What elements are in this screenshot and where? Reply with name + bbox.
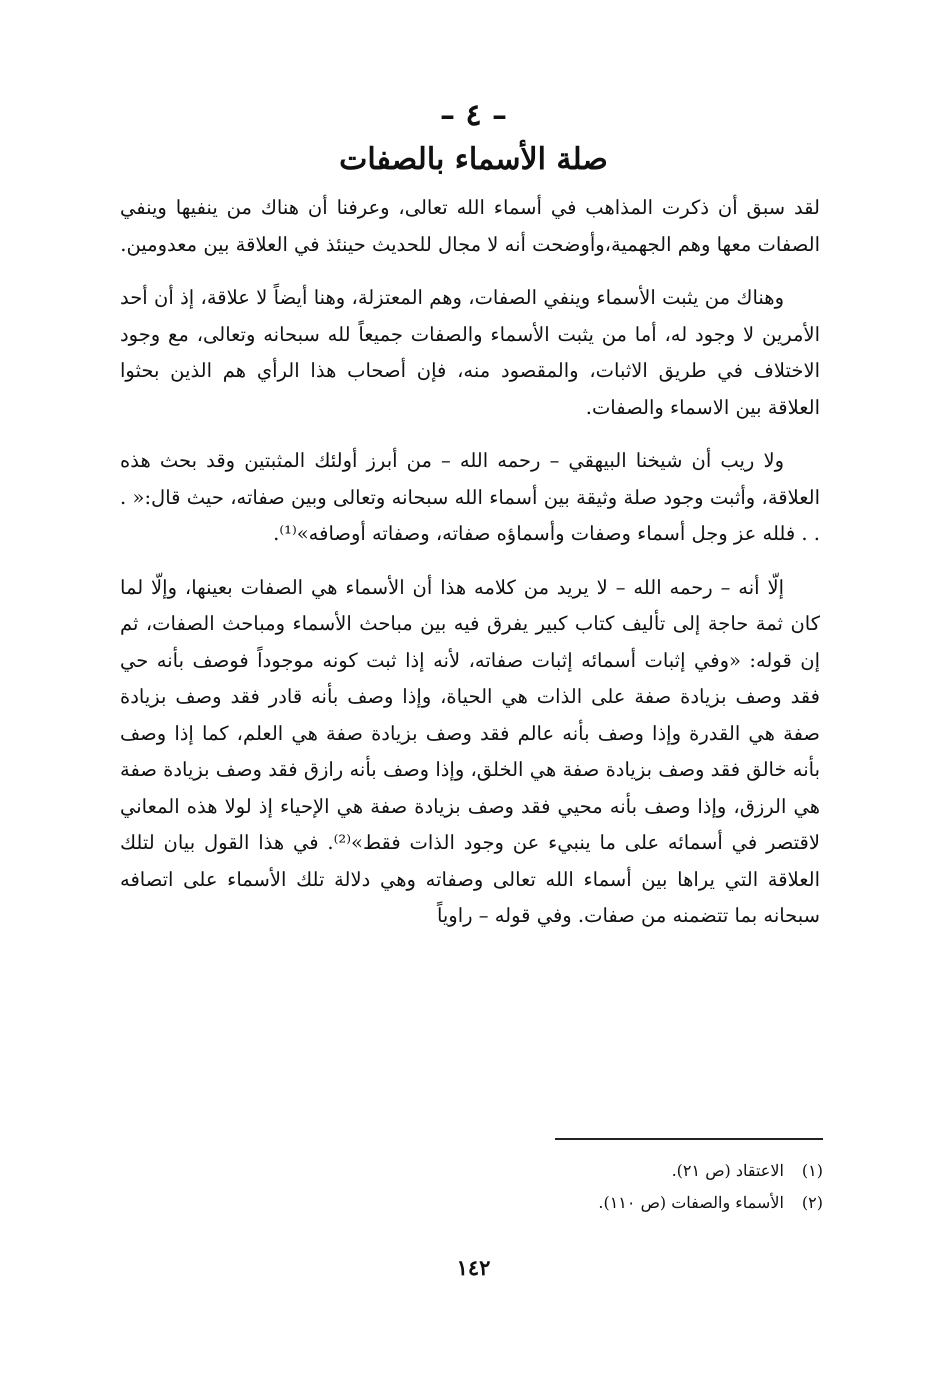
paragraph-3: ولا ريب أن شيخنا البيهقي – رحمه الله – من أبرز أولئك المثبتين وقد بحث هذه العلاقة، وأثبت وجود صلة وثيقة بين أسماء الله سبحانه وتعالى وبين صفاته، حيث قال:« . . . فلله عز وجل أسماء وصفات وأسماؤه صفاته، وصفاته أوصافه»⁽¹⁾. xyxy=(120,449,820,545)
footnote-2-text: الأسماء والصفات (ص ١١٠). xyxy=(598,1193,784,1212)
footnote-1-number: (١) xyxy=(801,1161,823,1180)
footnote-2 xyxy=(380,1187,823,1219)
footnote-2-number: (٢) xyxy=(801,1193,823,1212)
footnote-1-text: الاعتقاد (ص ٢١). xyxy=(671,1161,784,1180)
paragraph-4: إلّا أنه – رحمه الله – لا يريد من كلامه هذا أن الأسماء هي الصفات بعينها، وإلّا لما كان ثمة حاجة إلى تأليف كتاب كبير يفرق فيه بين مباحث الأسماء ومباحث الصفات، ثم إن قوله: «وفي إثبات أسمائه إثبات صفاته، لأنه إذا ثبت كونه موجوداً فوصف بأنه حي فقد وصف بزيادة صفة على الذات هي الحياة، وإذا وصف بأنه قادر فقد وصف بزيادة صفة هي القدرة وإذا وصف بأنه عالم فقد وصف بزيادة صفة هي العلم، كما إذا وصف بأنه خالق فقد وصف بزيادة صفة هي الخلق، وإذا وصف بأنه رازق فقد وصف بزيادة صفة هي الرزق، وإذا وصف بأنه محيي فقد وصف بزيادة صفة هي الإحياء إذ لولا هذه المعاني لاقتصر في أسمائه على ما ينبيء عن وجود الذات فقط»⁽²⁾. في هذا القول بيان لتلك العلاقة التي يراها بين أسماء الله تعالى وصفاته وهي دلالة تلك الأسماء على اتصافه سبحانه بما تتضمنه من صفات. وفي قوله – راوياً xyxy=(120,575,820,927)
section-number: – ٤ – xyxy=(439,98,508,133)
footnote-1 xyxy=(380,1155,823,1187)
body-text xyxy=(120,190,820,1140)
paragraph-1: لقد سبق أن ذكرت المذاهب في أسماء الله تعالى، وعرفنا أن هناك من ينفيها وينفي الصفات معها وهم الجهمية،وأوضحت أنه لا مجال للحديث حينئذ في العلاقة بين معدومين. xyxy=(120,196,820,256)
paragraph-2: وهناك من يثبت الأسماء وينفي الصفات، وهم المعتزلة، وهنا أيضاً لا علاقة، إذ أن أحد الأمرين لا وجود له، أما من يثبت الأسماء والصفات جميعاً لله سبحانه وتعالى، مع وجود الاختلاف في طريق الاثبات، والمقصود منه، فإن أصحاب هذا الرأي هم الذين بحثوا العلاقة بين الاسماء والصفات. xyxy=(120,286,820,419)
section-title: صلة الأسماء بالصفات xyxy=(339,142,608,177)
footnote-divider xyxy=(555,1138,823,1140)
footnotes xyxy=(380,1155,823,1219)
page-number: ١٤٢ xyxy=(456,1255,491,1280)
